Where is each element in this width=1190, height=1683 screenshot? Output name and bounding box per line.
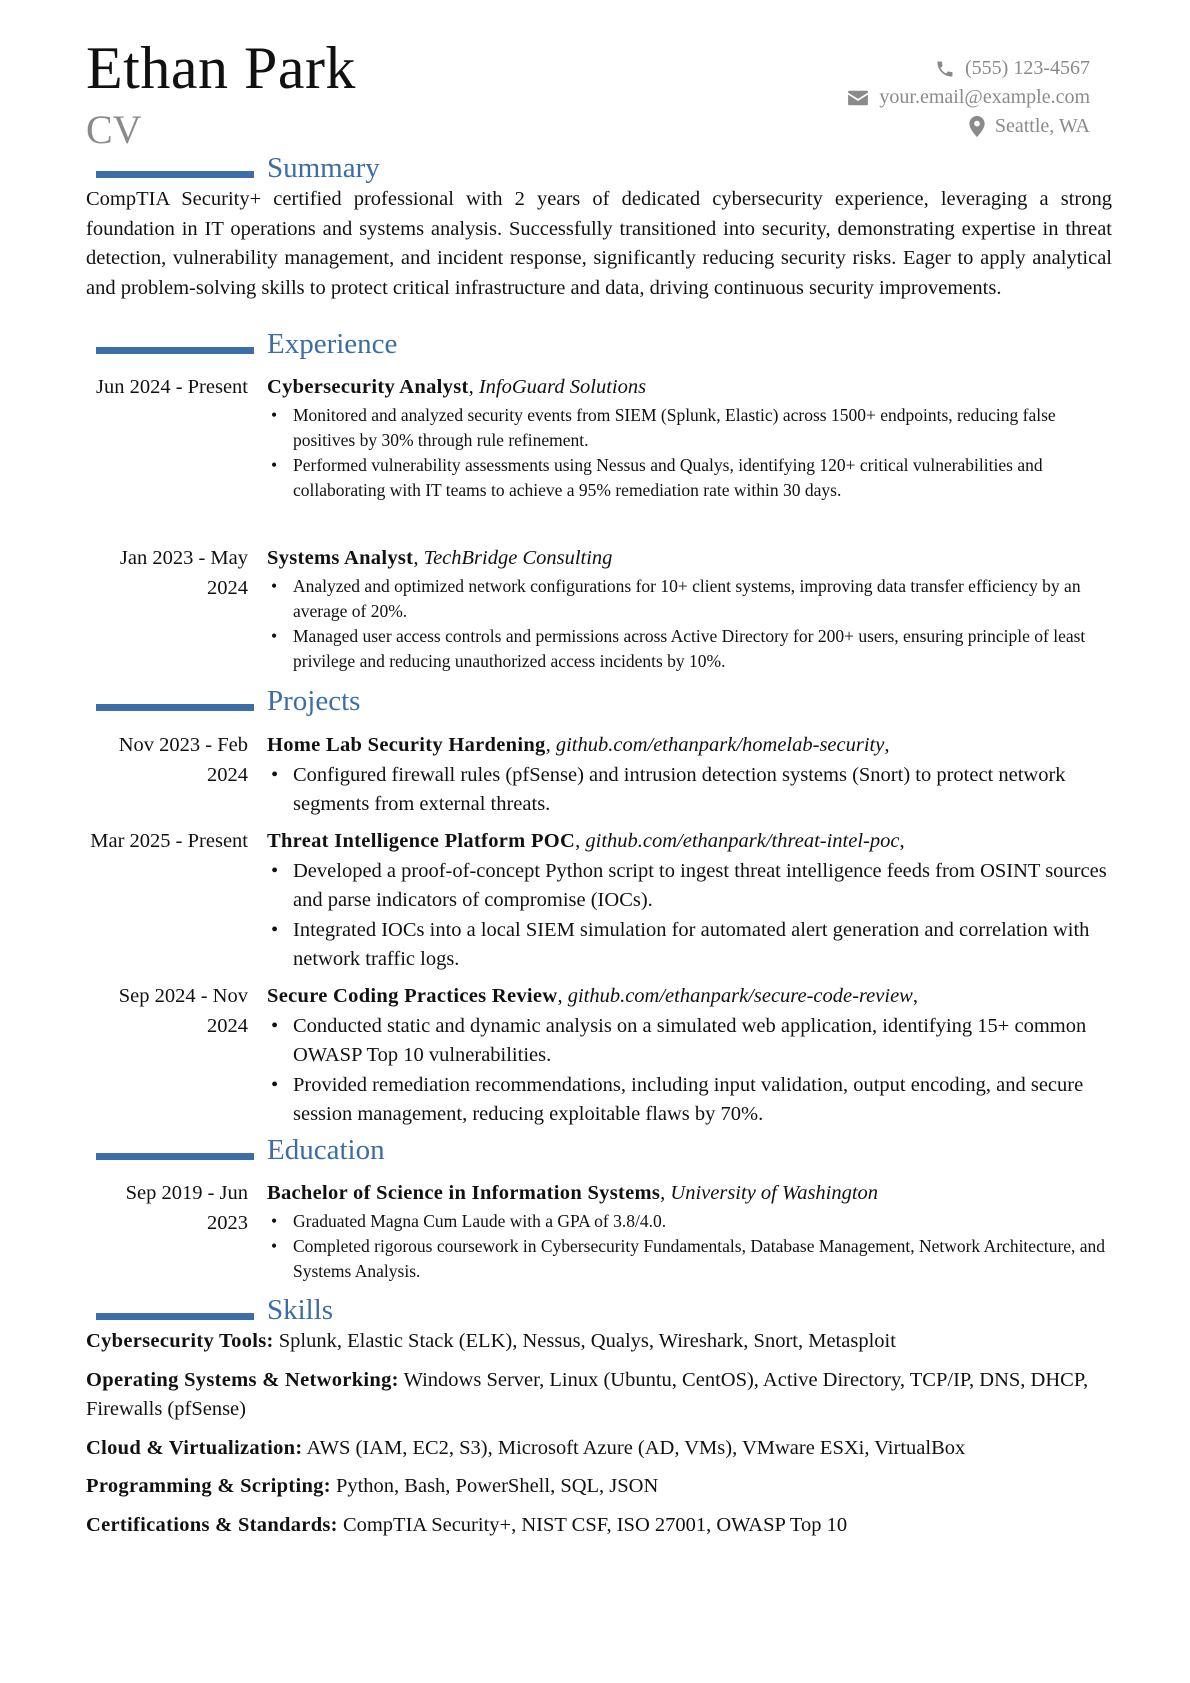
job-title: Systems Analyst [267, 547, 414, 569]
entry-date: Jun 2024 - Present [95, 376, 248, 398]
phone-icon [935, 59, 955, 79]
skill-value: Windows Server, Linux (Ubuntu, CentOS), Active Directory, TCP/IP, DNS, DHCP, Firewalls (pfSense) [86, 1368, 1089, 1420]
bullet-item: • Managed user access controls and permissions across Active Directory for 200+ users, ensuring principle of least privilege and reducing unauthorized access incidents by 10%. [267, 624, 1112, 674]
project-title: Home Lab Security Hardening [267, 734, 546, 756]
job-title: Cybersecurity Analyst [267, 376, 469, 398]
contact-location [847, 112, 1090, 141]
entry-date: Nov 2023 - Feb 2024 [118, 734, 248, 786]
contact-phone [847, 54, 1090, 83]
contact-block [847, 54, 1090, 141]
section-title: Education [267, 1134, 385, 1166]
contact-email [847, 83, 1090, 112]
skill-value: Splunk, Elastic Stack (ELK), Nessus, Qualys, Wireshark, Snort, Metasploit [278, 1330, 896, 1352]
summary-paragraph: CompTIA Security+ certified professional with 2 years of dedicated cybersecurity experience, leveraging a strong foundation in IT operations and systems analysis. Successfully transitioned into security, demonstrating expertise in threat detection, vulnerability management, and incident response, significantly reducing security risks. Eager to apply analytical and problem-solving skills to protect critical infrastructure and data, driving continuous security improvements. [86, 188, 1112, 299]
skill-value: Python, Bash, PowerShell, SQL, JSON [335, 1475, 659, 1497]
bullet-item: • Conducted static and dynamic analysis on a simulated web application, identifying 15+ common OWASP Top 10 vulnerabilities. [267, 1012, 1112, 1071]
skills-list [86, 1327, 1112, 1549]
project-title: Secure Coding Practices Review [267, 985, 558, 1007]
candidate-name: Ethan Park [86, 35, 356, 101]
project-link[interactable]: github.com/ethanpark/secure-code-review [567, 985, 913, 1007]
school: University of Washington [670, 1182, 879, 1204]
document-subtitle: CV [86, 107, 142, 152]
bullet-item: • Configured firewall rules (pfSense) and intrusion detection systems (Snort) to protect network segments from external threats. [267, 761, 1112, 820]
entry-heading: Systems Analyst, TechBridge Consulting [267, 547, 613, 569]
section-accent-bar [96, 704, 254, 711]
bullet-item: • Graduated Magna Cum Laude with a GPA of 3.8/4.0. [267, 1209, 1112, 1234]
bullet-item: • Monitored and analyzed security events from SIEM (Splunk, Elastic) across 1500+ endpoints, reducing false positives by 30% through rule refinement. [267, 403, 1112, 453]
skill-row [86, 1472, 1112, 1502]
bullet-item: • Completed rigorous coursework in Cybersecurity Fundamentals, Database Management, Network Architecture, and Systems Analysis. [267, 1234, 1112, 1284]
skill-row [86, 1511, 1112, 1541]
skill-value: CompTIA Security+, NIST CSF, ISO 27001, OWASP Top 10 [342, 1513, 848, 1536]
section-title: Experience [267, 328, 398, 360]
skill-value: AWS (IAM, EC2, S3), Microsoft Azure (AD, VMs), VMware ESXi, VirtualBox [306, 1436, 966, 1459]
section-accent-bar [96, 347, 254, 354]
entry-date: Sep 2024 - Nov 2024 [118, 985, 248, 1037]
section-accent-bar [96, 171, 254, 178]
entry-heading: Home Lab Security Hardening, github.com/ethanpark/homelab-security, [267, 734, 890, 756]
section-title: Summary [267, 152, 380, 184]
skill-label: Operating Systems & Networking: [86, 1368, 399, 1391]
entry-heading: Threat Intelligence Platform POC, github.com/ethanpark/threat-intel-poc, [267, 830, 905, 852]
entry-heading: Secure Coding Practices Review, github.com/ethanpark/secure-code-review, [267, 985, 918, 1007]
bullet-item: • Performed vulnerability assessments using Nessus and Qualys, identifying 120+ critical vulnerabilities and collaborating with IT teams to achieve a 95% remediation rate within 30 days. [267, 453, 1112, 503]
entry-heading: Cybersecurity Analyst, InfoGuard Solutions [267, 376, 647, 398]
entry-date: Jan 2023 - May 2024 [119, 547, 248, 599]
entry-date: Mar 2025 - Present [90, 830, 248, 852]
degree: Bachelor of Science in Information Systems [267, 1182, 661, 1204]
skill-label: Cloud & Virtualization: [86, 1436, 303, 1459]
section-title: Skills [267, 1294, 334, 1326]
section-accent-bar [96, 1313, 254, 1320]
entry-heading: Bachelor of Science in Information Systems, University of Washington [267, 1182, 879, 1204]
skill-row [86, 1366, 1112, 1425]
skill-label: Certifications & Standards: [86, 1513, 338, 1536]
entry-date: Sep 2019 - Jun 2023 [125, 1182, 248, 1234]
bullet-item: • Developed a proof-of-concept Python script to ingest threat intelligence feeds from OSINT sources and parse indicators of compromise (IOCs). [267, 857, 1112, 916]
skill-row [86, 1327, 1112, 1357]
skill-row [86, 1434, 1112, 1464]
bullet-item: • Provided remediation recommendations, including input validation, output encoding, and secure session management, reducing exploitable flaws by 70%. [267, 1071, 1112, 1130]
section-title: Projects [267, 685, 361, 717]
section-accent-bar [96, 1153, 254, 1160]
bullet-item: • Integrated IOCs into a local SIEM simulation for automated alert generation and correlation with network traffic logs. [267, 916, 1112, 975]
skill-label: Cybersecurity Tools: [86, 1330, 274, 1352]
email-link[interactable]: your.email@example.com [879, 86, 1090, 108]
map-pin-icon [969, 116, 985, 137]
location-text: Seattle, WA [994, 115, 1090, 137]
employer: TechBridge Consulting [423, 547, 613, 569]
project-link[interactable]: github.com/ethanpark/threat-intel-poc [585, 830, 900, 852]
project-link[interactable]: github.com/ethanpark/homelab-security [555, 734, 885, 756]
phone-number: (555) 123-4567 [965, 57, 1090, 79]
skill-label: Programming & Scripting: [86, 1475, 331, 1497]
employer: InfoGuard Solutions [478, 376, 647, 398]
project-title: Threat Intelligence Platform POC [267, 830, 576, 852]
envelope-icon [847, 89, 869, 107]
bullet-item: • Analyzed and optimized network configurations for 10+ client systems, improving data transfer efficiency by an average of 20%. [267, 574, 1112, 624]
